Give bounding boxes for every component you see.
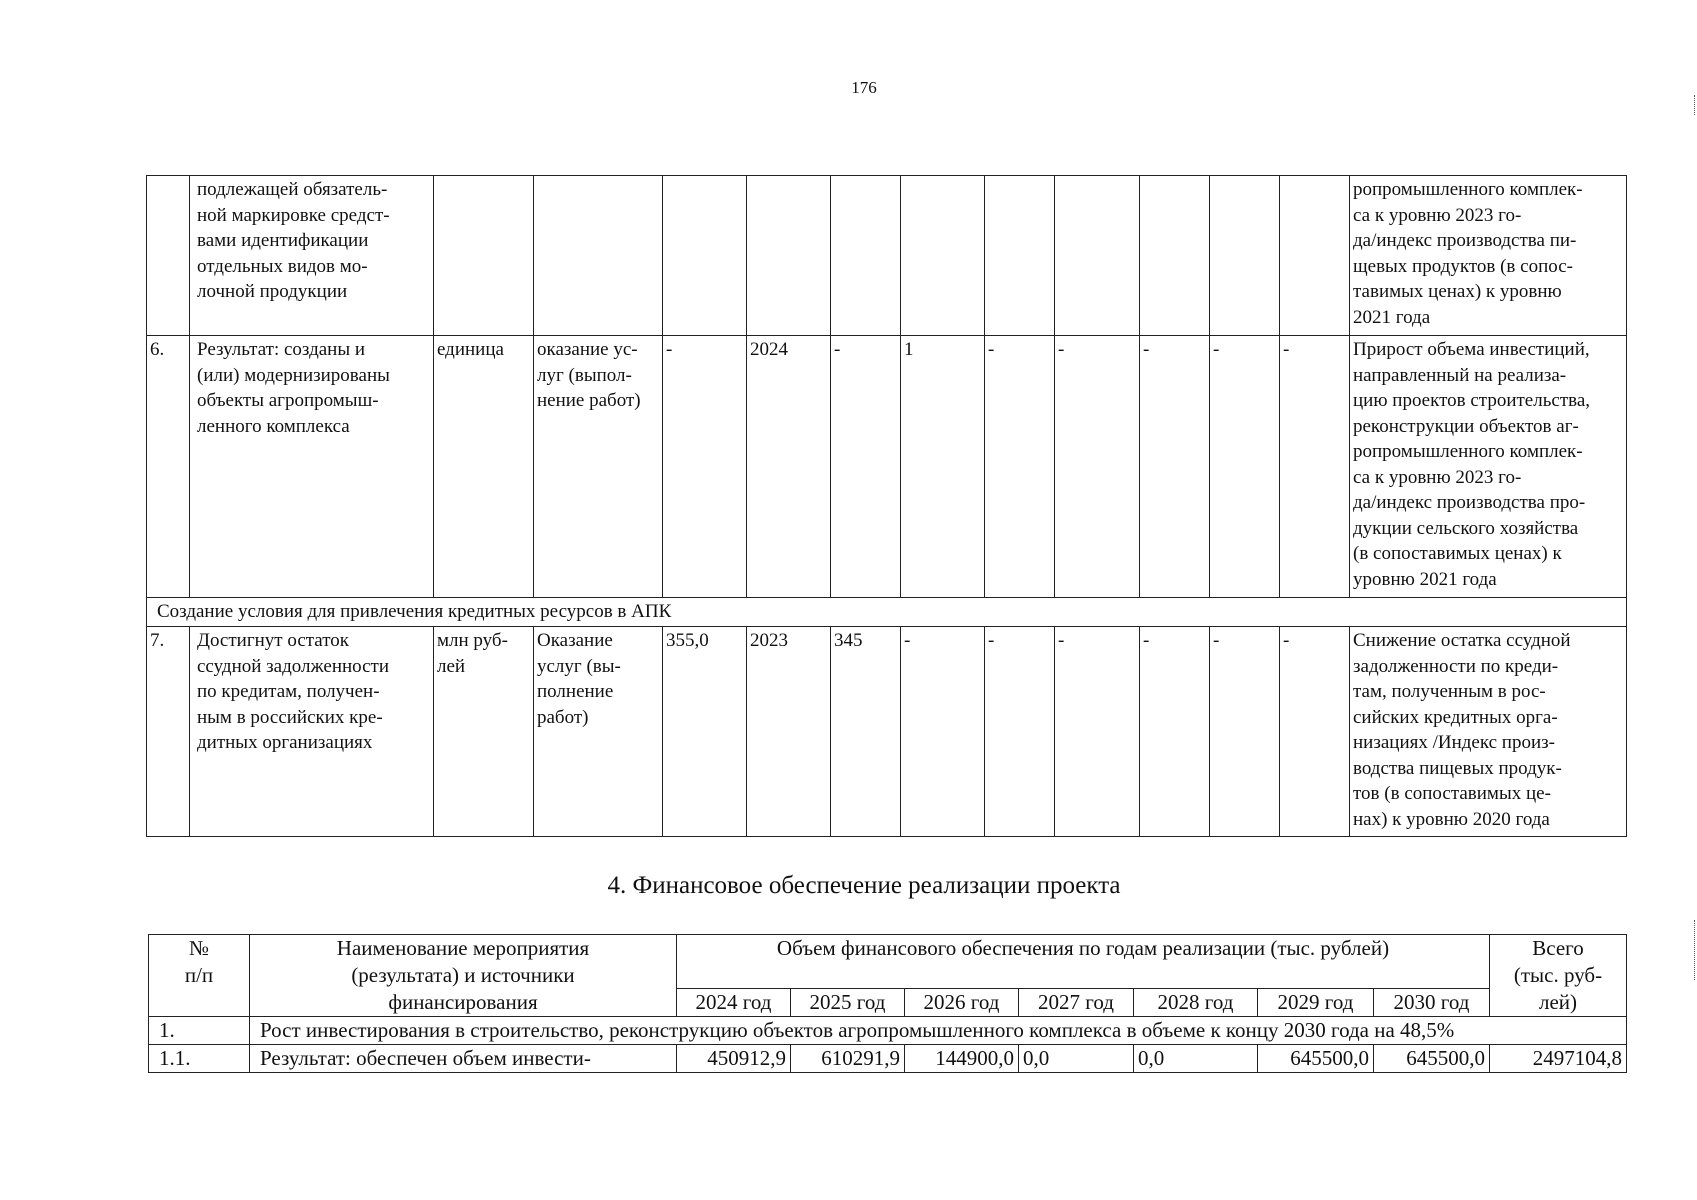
header-number: № п/п <box>149 935 250 1017</box>
table-header-row <box>149 935 1627 989</box>
year-2025-cell <box>901 176 985 336</box>
header-year: 2025 год <box>791 989 905 1017</box>
year-2027-cell: - <box>1055 336 1140 598</box>
type-cell <box>534 176 663 336</box>
header-name: Наименование мероприятия (результата) и источники финансирования <box>250 935 677 1017</box>
header-total: Всего (тыс. руб- лей) <box>1490 935 1627 1017</box>
year-2030-cell: - <box>1280 627 1350 837</box>
year-2029-cell: - <box>1210 627 1280 837</box>
row-number: 1.1. <box>149 1045 250 1073</box>
row-number <box>147 176 190 336</box>
header-volume: Объем финансового обеспечения по годам реализации (тыс. рублей) <box>677 935 1490 989</box>
header-year: 2028 год <box>1134 989 1258 1017</box>
year-2028-cell: - <box>1140 336 1210 598</box>
header-year: 2030 год <box>1374 989 1490 1017</box>
header-year: 2027 год <box>1019 989 1134 1017</box>
type-cell: Оказание услуг (вы- полнение работ) <box>534 627 663 837</box>
row-number: 6. <box>147 336 190 598</box>
table-row <box>149 1017 1627 1045</box>
financing-table <box>148 934 1627 1073</box>
type-cell: оказание ус- луг (выпол- нение работ) <box>534 336 663 598</box>
year-2027-cell: - <box>1055 627 1140 837</box>
goal-text: Рост инвестирования в строительство, реконструкцию объектов агропромышленного комплекса в объеме к концу 2030 года на 48,5% <box>250 1017 1627 1045</box>
section-title: 4. Финансовое обеспечение реализации проекта <box>607 872 1121 899</box>
amount-cell: 0,0 <box>1019 1045 1134 1073</box>
row-number: 1. <box>149 1017 250 1045</box>
year-2024-cell: 345 <box>831 627 901 837</box>
result-name: Результат: обеспечен объем инвести- <box>250 1045 677 1073</box>
year-2029-cell <box>1210 176 1280 336</box>
table-row <box>147 627 1627 837</box>
table-row <box>149 1045 1627 1073</box>
results-table <box>146 175 1627 837</box>
base-year-cell: 2023 <box>747 627 831 837</box>
linked-indicator: ропромышленного комплек- са к уровню 2023 го- да/индекс производства пи- щевых продуктов (в сопос- тавимых ценах) к уровню 2021 года <box>1350 176 1627 336</box>
result-name: Достигнут остаток ссудной задолженности по кредитам, получен- ным в российских кре- дитных организациях <box>190 627 434 837</box>
year-2026-cell <box>985 176 1055 336</box>
base-value-cell <box>663 176 747 336</box>
year-2030-cell <box>1280 176 1350 336</box>
amount-cell: 450912,9 <box>677 1045 791 1073</box>
year-2027-cell <box>1055 176 1140 336</box>
total-cell: 2497104,8 <box>1490 1045 1627 1073</box>
page-number: 176 <box>851 78 877 97</box>
header-year: 2029 год <box>1258 989 1374 1017</box>
year-2025-cell: - <box>901 627 985 837</box>
year-2024-cell: - <box>831 336 901 598</box>
base-value-cell: - <box>663 336 747 598</box>
header-year: 2026 год <box>905 989 1019 1017</box>
base-value-cell: 355,0 <box>663 627 747 837</box>
table-row <box>147 176 1627 336</box>
base-year-cell: 2024 <box>747 336 831 598</box>
year-2028-cell <box>1140 176 1210 336</box>
linked-indicator: Снижение остатка ссудной задолженности по креди- там, полученным в рос- сийских кредитных орга- низациях /Индекс произ- водства пищевых продук- тов (в сопоставимых це- нах) к уровню 2020 года <box>1350 627 1627 837</box>
unit-cell <box>434 176 534 336</box>
amount-cell: 0,0 <box>1134 1045 1258 1073</box>
year-2025-cell: 1 <box>901 336 985 598</box>
year-2024-cell <box>831 176 901 336</box>
amount-cell: 610291,9 <box>791 1045 905 1073</box>
amount-cell: 645500,0 <box>1258 1045 1374 1073</box>
row-number: 7. <box>147 627 190 837</box>
base-year-cell <box>747 176 831 336</box>
unit-cell: единица <box>434 336 534 598</box>
amount-cell: 645500,0 <box>1374 1045 1490 1073</box>
section-row-title: Создание условия для привлечения кредитных ресурсов в АПК <box>147 598 1627 627</box>
result-name: Результат: созданы и (или) модернизированы объекты агропромыш- ленного комплекса <box>190 336 434 598</box>
year-2026-cell: - <box>985 627 1055 837</box>
section-row <box>147 598 1627 627</box>
year-2028-cell: - <box>1140 627 1210 837</box>
table-row <box>147 336 1627 598</box>
year-2030-cell: - <box>1280 336 1350 598</box>
year-2029-cell: - <box>1210 336 1280 598</box>
linked-indicator: Прирост объема инвестиций, направленный на реализа- цию проектов строительства, реконструкции объектов аг- ропромышленного комплек- са к уровню 2023 го- да/индекс производства про- дукции сельского хозяйства (в сопоставимых ценах) к уровню 2021 года <box>1350 336 1627 598</box>
year-2026-cell: - <box>985 336 1055 598</box>
result-name: подлежащей обязатель- ной маркировке средст- вами идентификации отдельных видов мо- лочной продукции <box>190 176 434 336</box>
amount-cell: 144900,0 <box>905 1045 1019 1073</box>
header-year: 2024 год <box>677 989 791 1017</box>
unit-cell: млн руб- лей <box>434 627 534 837</box>
